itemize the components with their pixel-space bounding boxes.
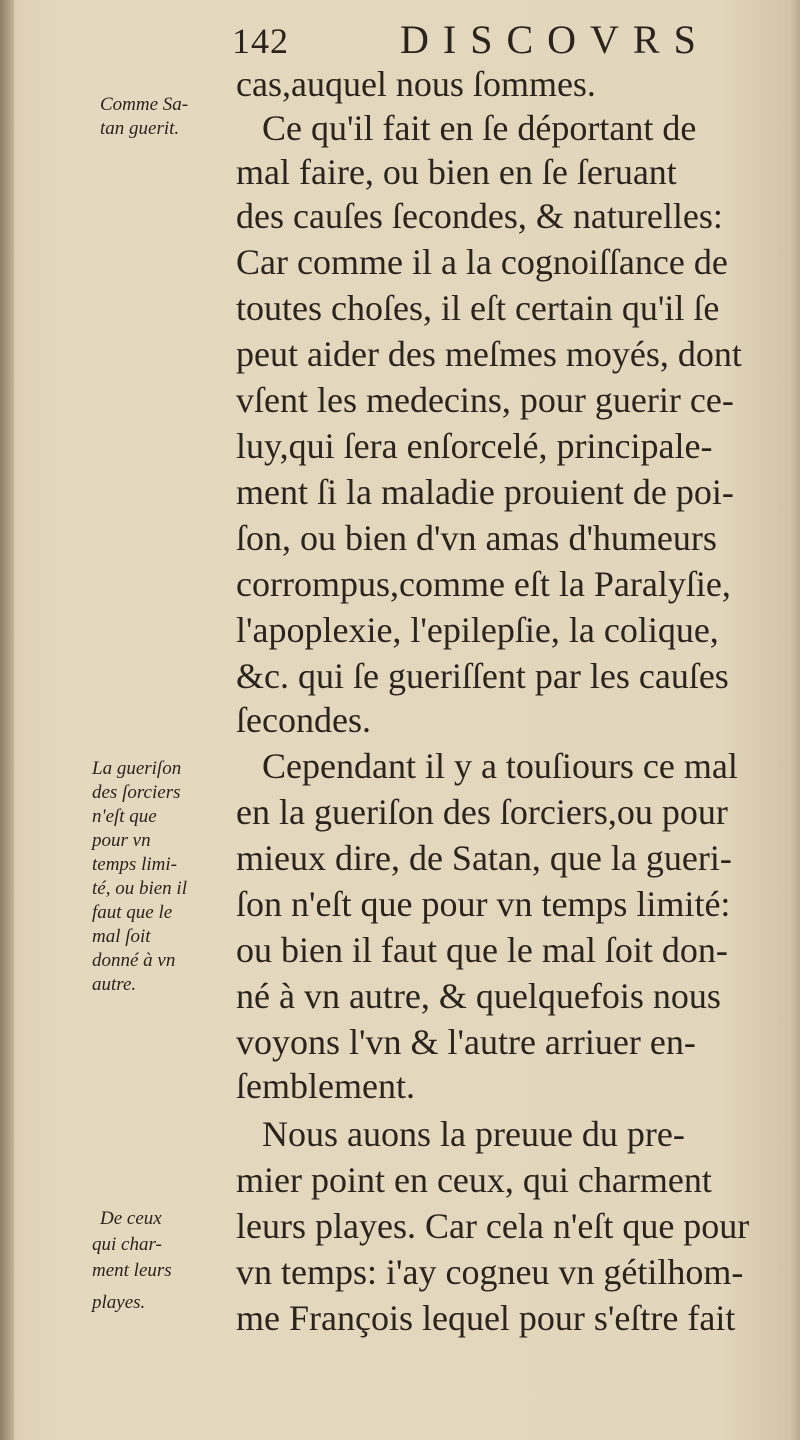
text-line: mier point en ceux, qui charment — [236, 1160, 712, 1200]
text-line: Car comme il a la cognoiſſance de — [236, 242, 728, 282]
text-line: Cependant il y a touſiours ce mal — [262, 746, 738, 786]
text-line: luy,qui ſera enſorcelé, principale- — [236, 426, 713, 466]
note-line: des ſorciers — [92, 782, 181, 803]
note-line: ment leurs — [92, 1260, 172, 1281]
text-line: mal faire, ou bien en ſe ſeruant — [236, 152, 677, 192]
text-line: ſon, ou bien d'vn amas d'humeurs — [236, 518, 717, 558]
note-line: playes. — [92, 1292, 146, 1313]
text-line: ſemblement. — [236, 1066, 415, 1106]
note-line: temps limi- — [92, 854, 177, 875]
note-line: La gueriſon — [92, 758, 182, 779]
note-line: faut que le — [92, 902, 173, 923]
text-line: Ce qu'il fait en ſe déportant de — [262, 108, 697, 148]
text-line: Nous auons la preuue du pre- — [262, 1114, 685, 1154]
text-line: mieux dire, de Satan, que la gueri- — [236, 838, 732, 878]
text-line: vn temps: i'ay cogneu vn gétilhom- — [236, 1252, 744, 1292]
text-line: cas,auquel nous ſommes. — [236, 64, 596, 104]
text-line: né à vn autre, & quelquefois nous — [236, 976, 721, 1016]
note-line: autre. — [92, 974, 137, 995]
note-line: té, ou bien il — [92, 878, 187, 899]
text-line: ſecondes. — [236, 700, 371, 740]
note-line: De ceux — [100, 1208, 162, 1229]
text-line: ou bien il faut que le mal ſoit don- — [236, 930, 728, 970]
text-line: peut aider des meſmes moyés, dont — [236, 334, 742, 374]
page-number: 142 — [232, 21, 289, 61]
page-gutter — [0, 0, 14, 1440]
note-line: donné à vn — [92, 950, 176, 971]
note-line: pour vn — [92, 830, 151, 851]
note-line: n'eſt que — [92, 806, 157, 827]
text-line: l'apoplexie, l'epilepſie, la colique, — [236, 610, 719, 650]
text-line: vſent les medecins, pour guerir ce- — [236, 380, 734, 420]
note-line: tan guerit. — [100, 118, 180, 139]
note-line: mal ſoit — [92, 926, 151, 947]
text-line: ment ſi la maladie prouient de poi- — [236, 472, 734, 512]
text-line: corrompus,comme eſt la Paralyſie, — [236, 564, 731, 604]
text-line: toutes choſes, il eſt certain qu'il ſe — [236, 288, 720, 328]
running-title: DISCOVRS — [400, 17, 710, 62]
text-line: des cauſes ſecondes, & naturelles: — [236, 196, 723, 236]
text-line: en la gueriſon des ſorciers,ou pour — [236, 792, 728, 832]
text-line: me François lequel pour s'eſtre fait — [236, 1298, 736, 1338]
text-line: voyons l'vn & l'autre arriuer en- — [236, 1022, 696, 1062]
text-line: ſon n'eſt que pour vn temps limité: — [236, 884, 731, 924]
note-line: qui char- — [92, 1234, 162, 1255]
note-line: Comme Sa- — [100, 94, 189, 115]
text-line: leurs playes. Car cela n'eſt que pour — [236, 1206, 750, 1246]
text-line: &c. qui ſe gueriſſent par les cauſes — [236, 656, 729, 696]
